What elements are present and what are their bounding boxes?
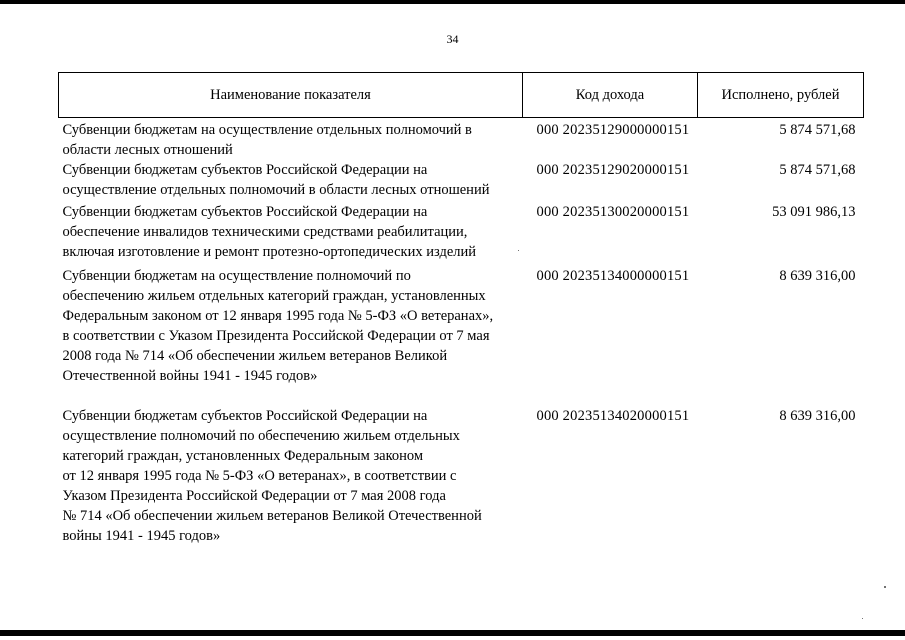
revenue-code: 000 20235134000000151 [536, 268, 690, 284]
table-row [59, 406, 864, 546]
executed-amount: 8 639 316,00 [779, 268, 856, 284]
indicator-name-cell [59, 202, 523, 266]
indicator-name: Субвенции бюджетам на осуществление отдельных полномочий в области лесных отношений [62, 122, 472, 158]
column-header-name: Наименование показателя [59, 73, 523, 118]
indicator-name: Субвенции бюджетам на осуществление полномочий по обеспечению жильем отдельных категорий граждан, установленных Федеральным законом от 12 января 1995 года № 5-ФЗ «О ветеранах», в соответствии с Указом Президента Российской Федерации от 7 мая 2008 года № 714 «Об обеспечении жильем ветеранов Великой Отечественной войны 1941 - 1945 годов» [62, 268, 494, 384]
scan-speck [518, 250, 519, 251]
table-row [59, 266, 864, 406]
scan-top-border [0, 0, 905, 4]
indicator-name-cell [59, 406, 523, 546]
column-header-code: Код дохода [523, 73, 698, 118]
indicator-name-cell [59, 266, 523, 406]
table-row [59, 160, 864, 202]
executed-amount: 53 091 986,13 [772, 204, 856, 220]
column-header-amount: Исполнено, рублей [698, 73, 864, 118]
scan-speck [862, 618, 863, 619]
revenue-code: 000 20235129000000151 [536, 122, 690, 138]
indicator-name-cell [59, 118, 523, 161]
executed-amount: 8 639 316,00 [779, 408, 856, 424]
page-number: 34 [446, 32, 459, 46]
revenue-code: 000 20235130020000151 [536, 204, 690, 220]
table-row [59, 118, 864, 161]
scan-speck [884, 586, 886, 588]
table-header-row [59, 73, 864, 118]
indicator-name: Субвенции бюджетам субъектов Российской Федерации на осуществление полномочий по обеспечению жильем отдельных категорий граждан, установленных Федеральным законом от 12 января 1995 года № 5-ФЗ «О ветеранах», в соответствии с Указом Президента Российской Федерации от 7 мая 2008 года № 714 «Об обеспечении жильем ветеранов Великой Отечественной войны 1941 - 1945 годов» [62, 408, 482, 544]
executed-amount: 5 874 571,68 [779, 122, 856, 138]
scan-bottom-border [0, 630, 905, 636]
indicator-name: Субвенции бюджетам субъектов Российской Федерации на осуществление отдельных полномочий в области лесных отношений [62, 162, 490, 198]
indicator-name-cell [59, 160, 523, 202]
revenue-table [58, 72, 864, 546]
indicator-name: Субвенции бюджетам субъектов Российской Федерации на обеспечение инвалидов техническими средствами реабилитации, включая изготовление и ремонт протезно-ортопедических изделий [62, 204, 477, 260]
executed-amount: 5 874 571,68 [779, 162, 856, 178]
revenue-code: 000 20235129020000151 [536, 162, 690, 178]
revenue-code: 000 20235134020000151 [536, 408, 690, 424]
table-row [59, 202, 864, 266]
